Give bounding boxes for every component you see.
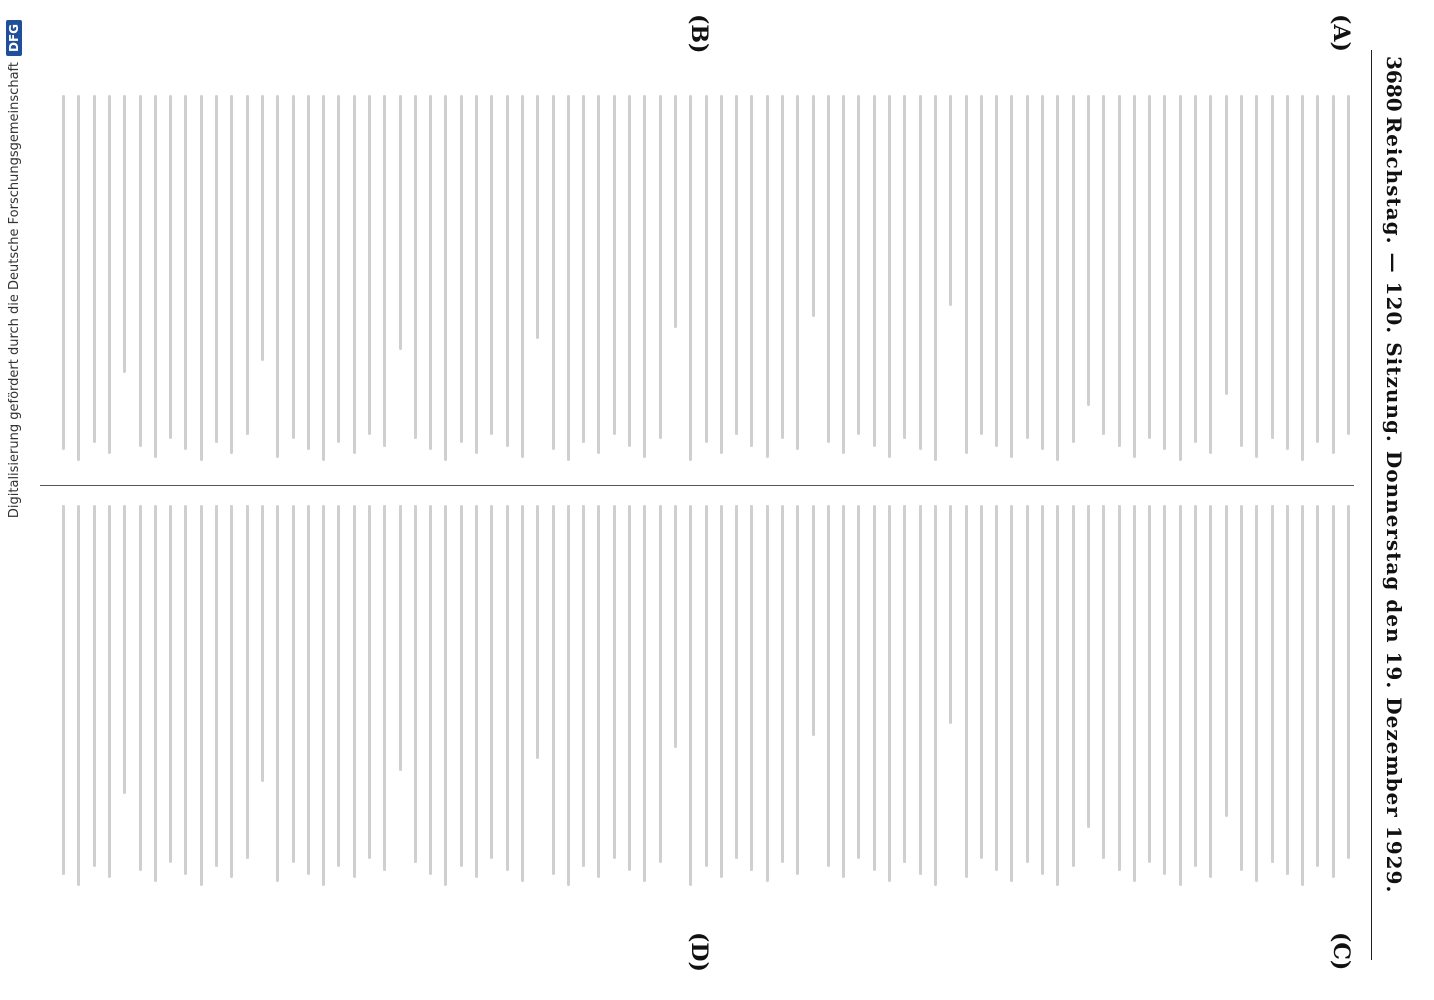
text-line [1286, 505, 1289, 875]
text-line [643, 505, 646, 882]
text-line [888, 505, 891, 882]
text-line [1316, 505, 1319, 867]
text-line [230, 95, 233, 454]
text-line [184, 505, 187, 875]
text-line [154, 505, 157, 882]
text-line [1041, 95, 1044, 450]
text-line [919, 95, 922, 450]
text-line [368, 505, 371, 859]
text-line [934, 505, 937, 886]
text-line [781, 95, 784, 439]
text-line [995, 95, 998, 447]
text-line [353, 95, 356, 454]
text-line [858, 505, 861, 859]
text-line [1148, 505, 1151, 863]
text-line [276, 505, 279, 882]
footer-credit: Digitalisierung gefördert durch die Deutsche Forschungsgemeinschaft [6, 62, 22, 519]
text-line [812, 505, 815, 736]
text-line [1148, 95, 1151, 439]
text-line [215, 505, 218, 867]
text-line [292, 505, 295, 863]
text-line [812, 95, 815, 317]
text-line [93, 505, 96, 867]
text-line [200, 505, 203, 886]
text-line [292, 95, 295, 439]
text-line [490, 505, 493, 859]
text-line [1347, 505, 1350, 859]
text-line [705, 95, 708, 443]
text-line [1301, 505, 1304, 886]
text-line [184, 95, 187, 450]
text-line [399, 95, 402, 350]
text-line [1072, 95, 1075, 443]
text-line [613, 95, 616, 435]
text-line [429, 505, 432, 875]
text-line [597, 95, 600, 454]
text-line [919, 505, 922, 875]
text-line [1102, 505, 1105, 859]
text-line [735, 505, 738, 859]
text-line [230, 505, 233, 878]
text-line [582, 505, 585, 867]
text-line [322, 95, 325, 461]
text-line [1316, 95, 1319, 443]
text-line [1286, 95, 1289, 450]
footer [1, 0, 27, 1000]
text-line [414, 505, 417, 863]
text-column-left [40, 95, 1350, 465]
text-line [536, 95, 539, 339]
text-line [965, 95, 968, 454]
text-line [139, 95, 142, 447]
text-line [1133, 95, 1136, 458]
text-line [62, 505, 65, 875]
text-line [552, 95, 555, 450]
text-line [873, 505, 876, 871]
text-line [322, 505, 325, 886]
text-line [582, 95, 585, 443]
text-column-right [40, 505, 1350, 890]
text-line [475, 505, 478, 878]
text-line [1026, 505, 1029, 863]
text-line [1301, 95, 1304, 461]
text-line [659, 95, 662, 439]
text-line [444, 505, 447, 886]
text-line [1194, 95, 1197, 443]
text-line [1118, 95, 1121, 447]
text-line [552, 505, 555, 875]
text-line [1271, 95, 1274, 439]
text-line [597, 505, 600, 878]
text-line [796, 95, 799, 450]
text-line [475, 95, 478, 454]
text-line [1010, 95, 1013, 458]
text-line [1072, 505, 1075, 867]
text-line [735, 95, 738, 435]
text-line [276, 95, 279, 458]
text-line [1240, 95, 1243, 447]
text-line [536, 505, 539, 759]
text-line [949, 95, 952, 306]
text-line [674, 505, 677, 748]
text-line [1118, 505, 1121, 871]
text-line [1209, 95, 1212, 454]
text-line [750, 505, 753, 871]
text-line [414, 95, 417, 439]
text-line [62, 95, 65, 450]
text-line [93, 95, 96, 443]
text-line [1332, 95, 1335, 454]
text-line [123, 505, 126, 794]
text-line [1179, 505, 1182, 886]
text-line [154, 95, 157, 458]
text-line [766, 95, 769, 458]
text-line [628, 505, 631, 871]
text-line [1056, 95, 1059, 461]
text-line [215, 95, 218, 443]
dfg-logo-icon: DFG [6, 20, 22, 56]
text-line [337, 95, 340, 443]
text-line [1163, 95, 1166, 450]
text-line [689, 95, 692, 461]
text-line [506, 505, 509, 871]
margin-marker-c: (C) [1328, 932, 1354, 971]
text-line [567, 95, 570, 461]
text-line [123, 95, 126, 373]
text-line [781, 505, 784, 863]
page-number: 3680 [1382, 56, 1406, 112]
text-line [337, 505, 340, 867]
text-line [796, 505, 799, 875]
text-line [169, 95, 172, 439]
text-line [1194, 505, 1197, 867]
text-line [903, 505, 906, 863]
text-line [383, 95, 386, 447]
text-line [1240, 505, 1243, 871]
text-line [705, 505, 708, 867]
text-line [1255, 505, 1258, 882]
text-line [766, 505, 769, 882]
text-line [1041, 505, 1044, 875]
text-line [200, 95, 203, 461]
margin-marker-d: (D) [686, 932, 712, 972]
text-line [1332, 505, 1335, 878]
text-line [444, 95, 447, 461]
text-line [429, 95, 432, 450]
text-line [1102, 95, 1105, 435]
text-line [949, 505, 952, 724]
text-line [368, 95, 371, 435]
text-line [858, 95, 861, 435]
text-line [108, 505, 111, 878]
text-line [827, 505, 830, 867]
text-line [307, 505, 310, 875]
text-line [873, 95, 876, 447]
text-line [307, 95, 310, 450]
margin-marker-a: (A) [1328, 14, 1354, 52]
text-line [567, 505, 570, 886]
text-line [77, 505, 80, 886]
text-line [1010, 505, 1013, 882]
text-line [1225, 505, 1228, 817]
text-line [1133, 505, 1136, 882]
text-line [521, 95, 524, 458]
text-line [965, 505, 968, 878]
text-line [139, 505, 142, 871]
text-line [842, 505, 845, 878]
text-line [1225, 95, 1228, 395]
text-line [460, 505, 463, 867]
text-line [689, 505, 692, 886]
text-line [383, 505, 386, 871]
text-line [1087, 505, 1090, 828]
text-line [750, 95, 753, 447]
text-line [827, 95, 830, 443]
text-line [1255, 95, 1258, 458]
text-line [720, 505, 723, 878]
text-line [980, 505, 983, 859]
text-line [108, 95, 111, 454]
text-line [77, 95, 80, 461]
page-title: Reichstag. — 120. Sitzung. Donnerstag den 19. Dezember 1929. [1382, 116, 1406, 894]
text-line [903, 95, 906, 439]
text-line [1347, 95, 1350, 435]
text-line [1026, 95, 1029, 439]
text-line [628, 95, 631, 447]
text-line [521, 505, 524, 882]
text-line [490, 95, 493, 435]
text-line [460, 95, 463, 443]
text-line [353, 505, 356, 878]
text-line [246, 95, 249, 435]
column-divider [40, 485, 1354, 486]
text-line [1087, 95, 1090, 406]
page-header [1371, 50, 1412, 960]
text-line [169, 505, 172, 863]
text-line [613, 505, 616, 859]
text-line [1209, 505, 1212, 878]
text-line [1179, 95, 1182, 461]
text-line [1056, 505, 1059, 886]
text-line [995, 505, 998, 871]
text-line [888, 95, 891, 458]
text-line [659, 505, 662, 863]
text-line [643, 95, 646, 458]
text-line [980, 95, 983, 435]
text-line [261, 505, 264, 782]
text-line [506, 95, 509, 447]
text-line [261, 95, 264, 361]
margin-marker-b: (B) [686, 14, 712, 54]
text-line [934, 95, 937, 461]
text-line [1163, 505, 1166, 875]
text-line [674, 95, 677, 328]
text-line [246, 505, 249, 859]
text-line [842, 95, 845, 454]
text-line [1271, 505, 1274, 863]
text-line [720, 95, 723, 454]
text-line [399, 505, 402, 771]
